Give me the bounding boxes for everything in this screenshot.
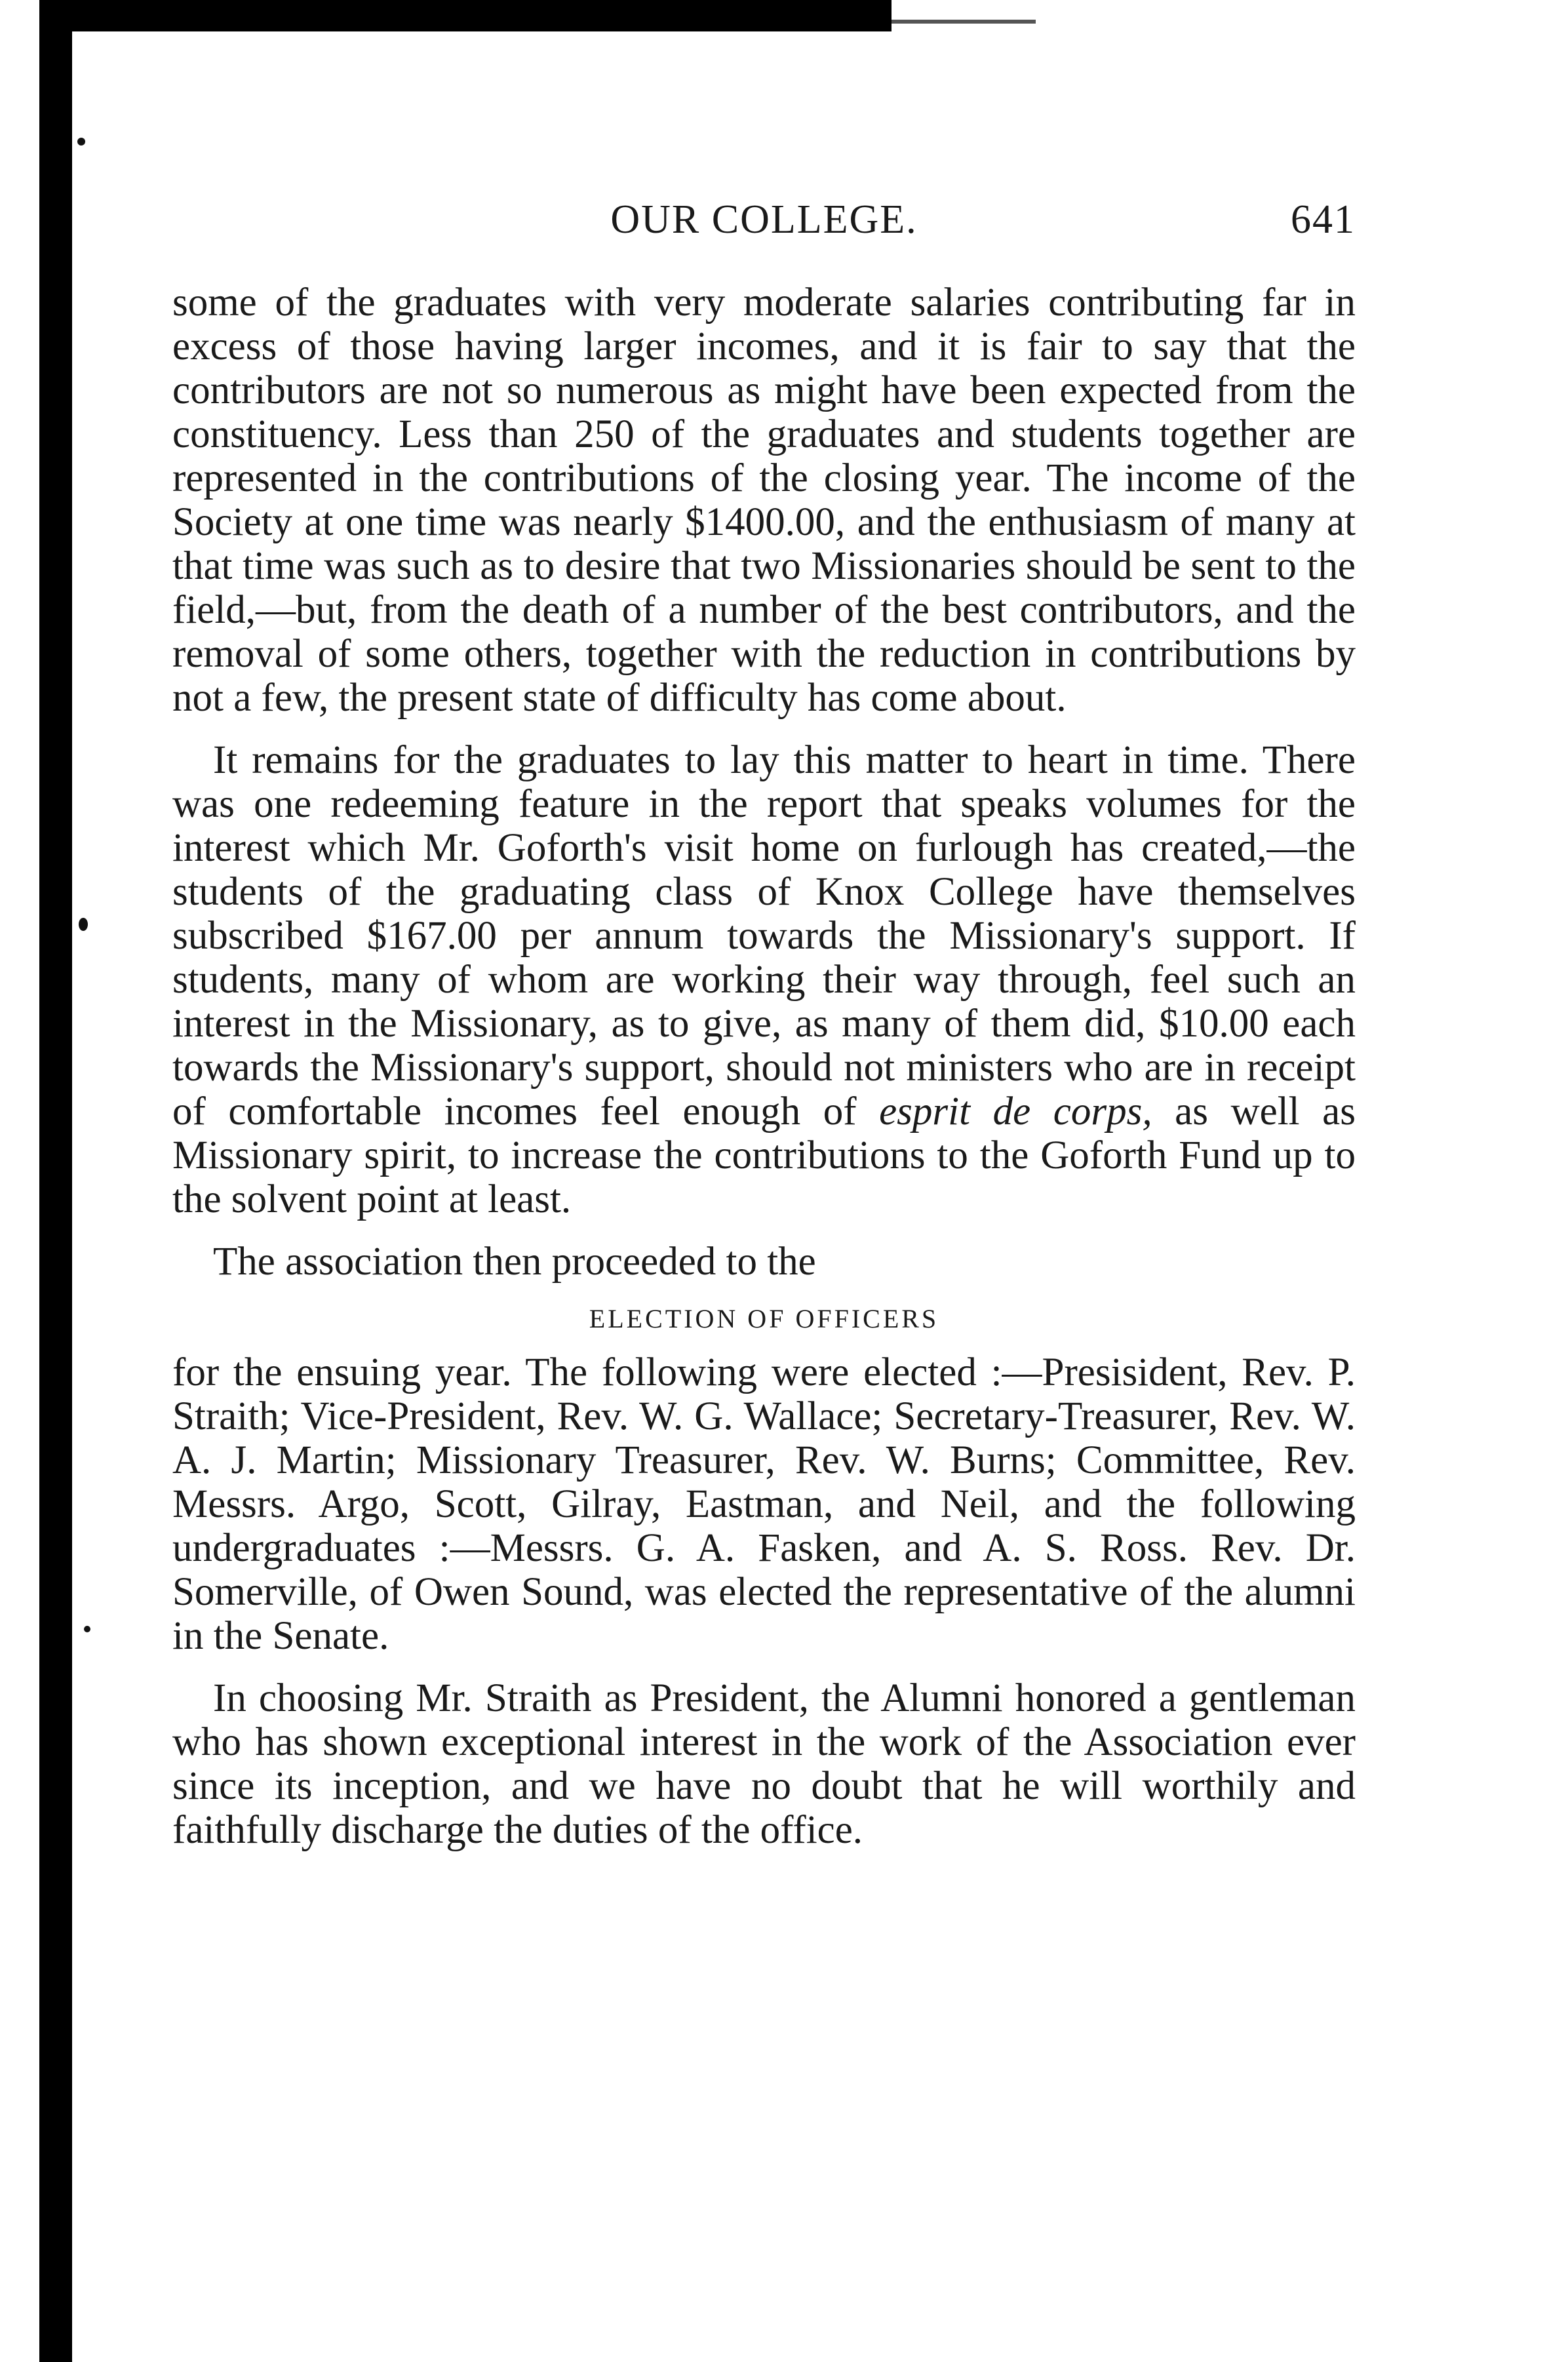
paragraph-2-italic: esprit de corps, (879, 1090, 1152, 1133)
paragraph-2-text-a: It remains for the graduates to lay this matter to heart in time. There was one redeeming feature in the report that speaks volumes for the interest which Mr. Goforth's visit home on furlough has created,—the students of the graduating class of Knox College have themselves subscribed $167.00 per annum towards the Missionary's support. If students, many of whom are working their way through, feel such an interest in the Missionary, as to give, as many of them did, $10.00 each towards the Missionary's support, should not ministers who are in receipt of comfortable incomes feel enough of (172, 738, 1356, 1133)
scan-border-top (39, 0, 892, 31)
paragraph-5: In choosing Mr. Straith as President, the Alumni honored a gentleman who has shown exceptional interest in the work of the Association ever since its inception, and we have no doubt that he will worthily and faithfully discharge the duties of the office. (172, 1676, 1356, 1852)
page-number: 641 (1291, 197, 1356, 242)
document-page (172, 190, 1356, 1852)
paragraph-4: for the ensuing year. The following were elected :—Presisident, Rev. P. Straith; Vice-President, Rev. W. G. Wallace; Secretary-Treasurer, Rev. W. A. J. Martin; Missionary Treasurer, Rev. W. Burns; Committee, Rev. Messrs. Argo, Scott, Gilray, Eastman, and Neil, and the following undergraduates :—Messrs. G. A. Fasken, and A. S. Ross. Rev. Dr. Somerville, of Owen Sound, was elected the representative of the alumni in the Senate. (172, 1350, 1356, 1658)
paragraph-3: The association then proceeded to the (213, 1240, 816, 1284)
section-subheading: ELECTION OF OFFICERS (589, 1304, 939, 1333)
scan-speck (79, 918, 88, 931)
scan-speck (84, 1626, 90, 1632)
body-text (172, 281, 1356, 1852)
paragraph-2-text-b: as well as Missionary spirit, to increase the contributions to the Goforth Fund up to the solvent point at least. (172, 1090, 1356, 1221)
scan-border-top-fade (892, 20, 1036, 24)
running-head (172, 190, 1356, 256)
paragraph-2 (172, 738, 1356, 1221)
scan-border-left (39, 0, 72, 2362)
running-head-title: OUR COLLEGE. (610, 197, 918, 242)
scan-speck (77, 138, 85, 146)
paragraph-1: some of the graduates with very moderate salaries contributing far in excess of those having larger incomes, and it is fair to say that the contributors are not so numerous as might have been expected from the constituency. Less than 250 of the graduates and students together are represented in the contributions of the closing year. The income of the Society at one time was nearly $1400.00, and the enthusiasm of many at that time was such as to desire that two Missionaries should be sent to the field,—but, from the death of a number of the best contributors, and the removal of some others, together with the reduction in contributions by not a few, the present state of difficulty has come about. (172, 281, 1356, 720)
